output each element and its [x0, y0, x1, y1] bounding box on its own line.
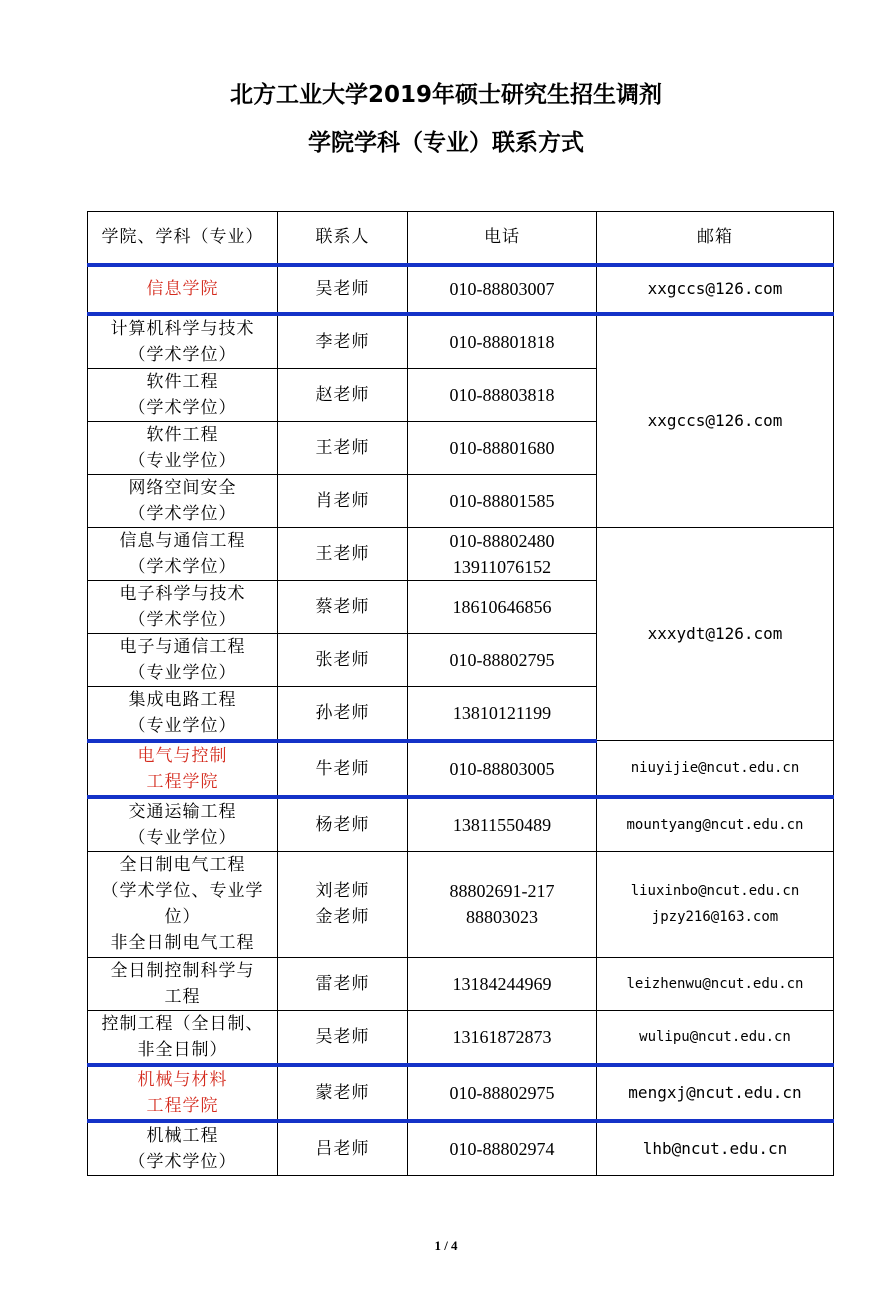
phone-cell: 010-88803005: [408, 741, 597, 797]
email-cell[interactable]: mountyang@ncut.edu.cn: [597, 797, 834, 852]
email-cell[interactable]: lhb@ncut.edu.cn: [597, 1121, 834, 1176]
table-row: [88, 741, 834, 797]
email-cell[interactable]: niuyijie@ncut.edu.cn: [597, 741, 834, 797]
email-cell[interactable]: wulipu@ncut.edu.cn: [597, 1010, 834, 1065]
table-row: [88, 851, 834, 957]
dept-cell: 软件工程 （专业学位）: [88, 421, 278, 474]
phone-cell: 010-88801680: [408, 421, 597, 474]
phone-cell: 010-88802974: [408, 1121, 597, 1176]
document-title-line2: 学院学科（专业）联系方式: [308, 130, 584, 156]
phone-cell: 13810121199: [408, 686, 597, 741]
dept-cell: 控制工程（全日制、 非全日制）: [88, 1010, 278, 1065]
dept-cell: 集成电路工程 （专业学位）: [88, 686, 278, 741]
dept-cell: 计算机科学与技术 （学术学位）: [88, 314, 278, 369]
contact-cell: 刘老师 金老师: [278, 851, 408, 957]
table-row: [88, 1065, 834, 1121]
contact-cell: 王老师: [278, 421, 408, 474]
phone-cell: 010-88801585: [408, 474, 597, 527]
table-row: [88, 957, 834, 1010]
table-row: [88, 314, 834, 369]
table-row: [88, 1010, 834, 1065]
header-phone: 电话: [408, 212, 597, 265]
contact-cell: 赵老师: [278, 368, 408, 421]
dept-cell: 电气与控制 工程学院: [88, 741, 278, 797]
contact-cell: 雷老师: [278, 957, 408, 1010]
page-number: 1 / 4: [434, 1238, 458, 1253]
contact-cell: 吴老师: [278, 265, 408, 314]
email-cell[interactable]: liuxinbo@ncut.edu.cn jpzy216@163.com: [597, 851, 834, 957]
phone-cell: 010-88803007: [408, 265, 597, 314]
contact-cell: 蒙老师: [278, 1065, 408, 1121]
phone-cell: 13161872873: [408, 1010, 597, 1065]
phone-cell: 18610646856: [408, 580, 597, 633]
contact-cell: 吴老师: [278, 1010, 408, 1065]
table-row: [88, 265, 834, 314]
dept-cell: 电子科学与技术 （学术学位）: [88, 580, 278, 633]
table-row: [88, 1121, 834, 1176]
phone-cell: 010-88801818: [408, 314, 597, 369]
contact-cell: 李老师: [278, 314, 408, 369]
contact-table: [87, 211, 834, 1176]
contact-cell: 张老师: [278, 633, 408, 686]
phone-cell: 010-88803818: [408, 368, 597, 421]
header-email: 邮箱: [597, 212, 834, 265]
email-cell[interactable]: leizhenwu@ncut.edu.cn: [597, 957, 834, 1010]
dept-cell: 电子与通信工程 （专业学位）: [88, 633, 278, 686]
phone-cell: 88802691-217 88803023: [408, 851, 597, 957]
dept-cell: 网络空间安全 （学术学位）: [88, 474, 278, 527]
email-cell[interactable]: xxgccs@126.com: [597, 265, 834, 314]
dept-cell: 机械与材料 工程学院: [88, 1065, 278, 1121]
dept-cell: 机械工程 （学术学位）: [88, 1121, 278, 1176]
dept-cell: 信息学院: [88, 265, 278, 314]
phone-cell: 13184244969: [408, 957, 597, 1010]
email-cell[interactable]: xxxydt@126.com: [597, 527, 834, 741]
email-cell[interactable]: xxgccs@126.com: [597, 314, 834, 528]
email-cell[interactable]: mengxj@ncut.edu.cn: [597, 1065, 834, 1121]
dept-cell: 全日制电气工程 （学术学位、专业学 位） 非全日制电气工程: [88, 851, 278, 957]
contact-cell: 孙老师: [278, 686, 408, 741]
document-title-line1: 北方工业大学2019年硕士研究生招生调剂: [229, 82, 662, 108]
contact-cell: 肖老师: [278, 474, 408, 527]
phone-cell: 13811550489: [408, 797, 597, 852]
table-row: [88, 797, 834, 852]
phone-cell: 010-88802795: [408, 633, 597, 686]
contact-cell: 杨老师: [278, 797, 408, 852]
phone-cell: 010-88802480 13911076152: [408, 527, 597, 580]
header-dept: 学院、学科（专业）: [88, 212, 278, 265]
dept-cell: 软件工程 （学术学位）: [88, 368, 278, 421]
table-header-row: [88, 212, 834, 265]
table-row: [88, 527, 834, 580]
header-contact: 联系人: [278, 212, 408, 265]
dept-cell: 信息与通信工程 （学术学位）: [88, 527, 278, 580]
contact-cell: 蔡老师: [278, 580, 408, 633]
dept-cell: 交通运输工程 （专业学位）: [88, 797, 278, 852]
contact-cell: 吕老师: [278, 1121, 408, 1176]
contact-cell: 牛老师: [278, 741, 408, 797]
dept-cell: 全日制控制科学与 工程: [88, 957, 278, 1010]
contact-cell: 王老师: [278, 527, 408, 580]
phone-cell: 010-88802975: [408, 1065, 597, 1121]
